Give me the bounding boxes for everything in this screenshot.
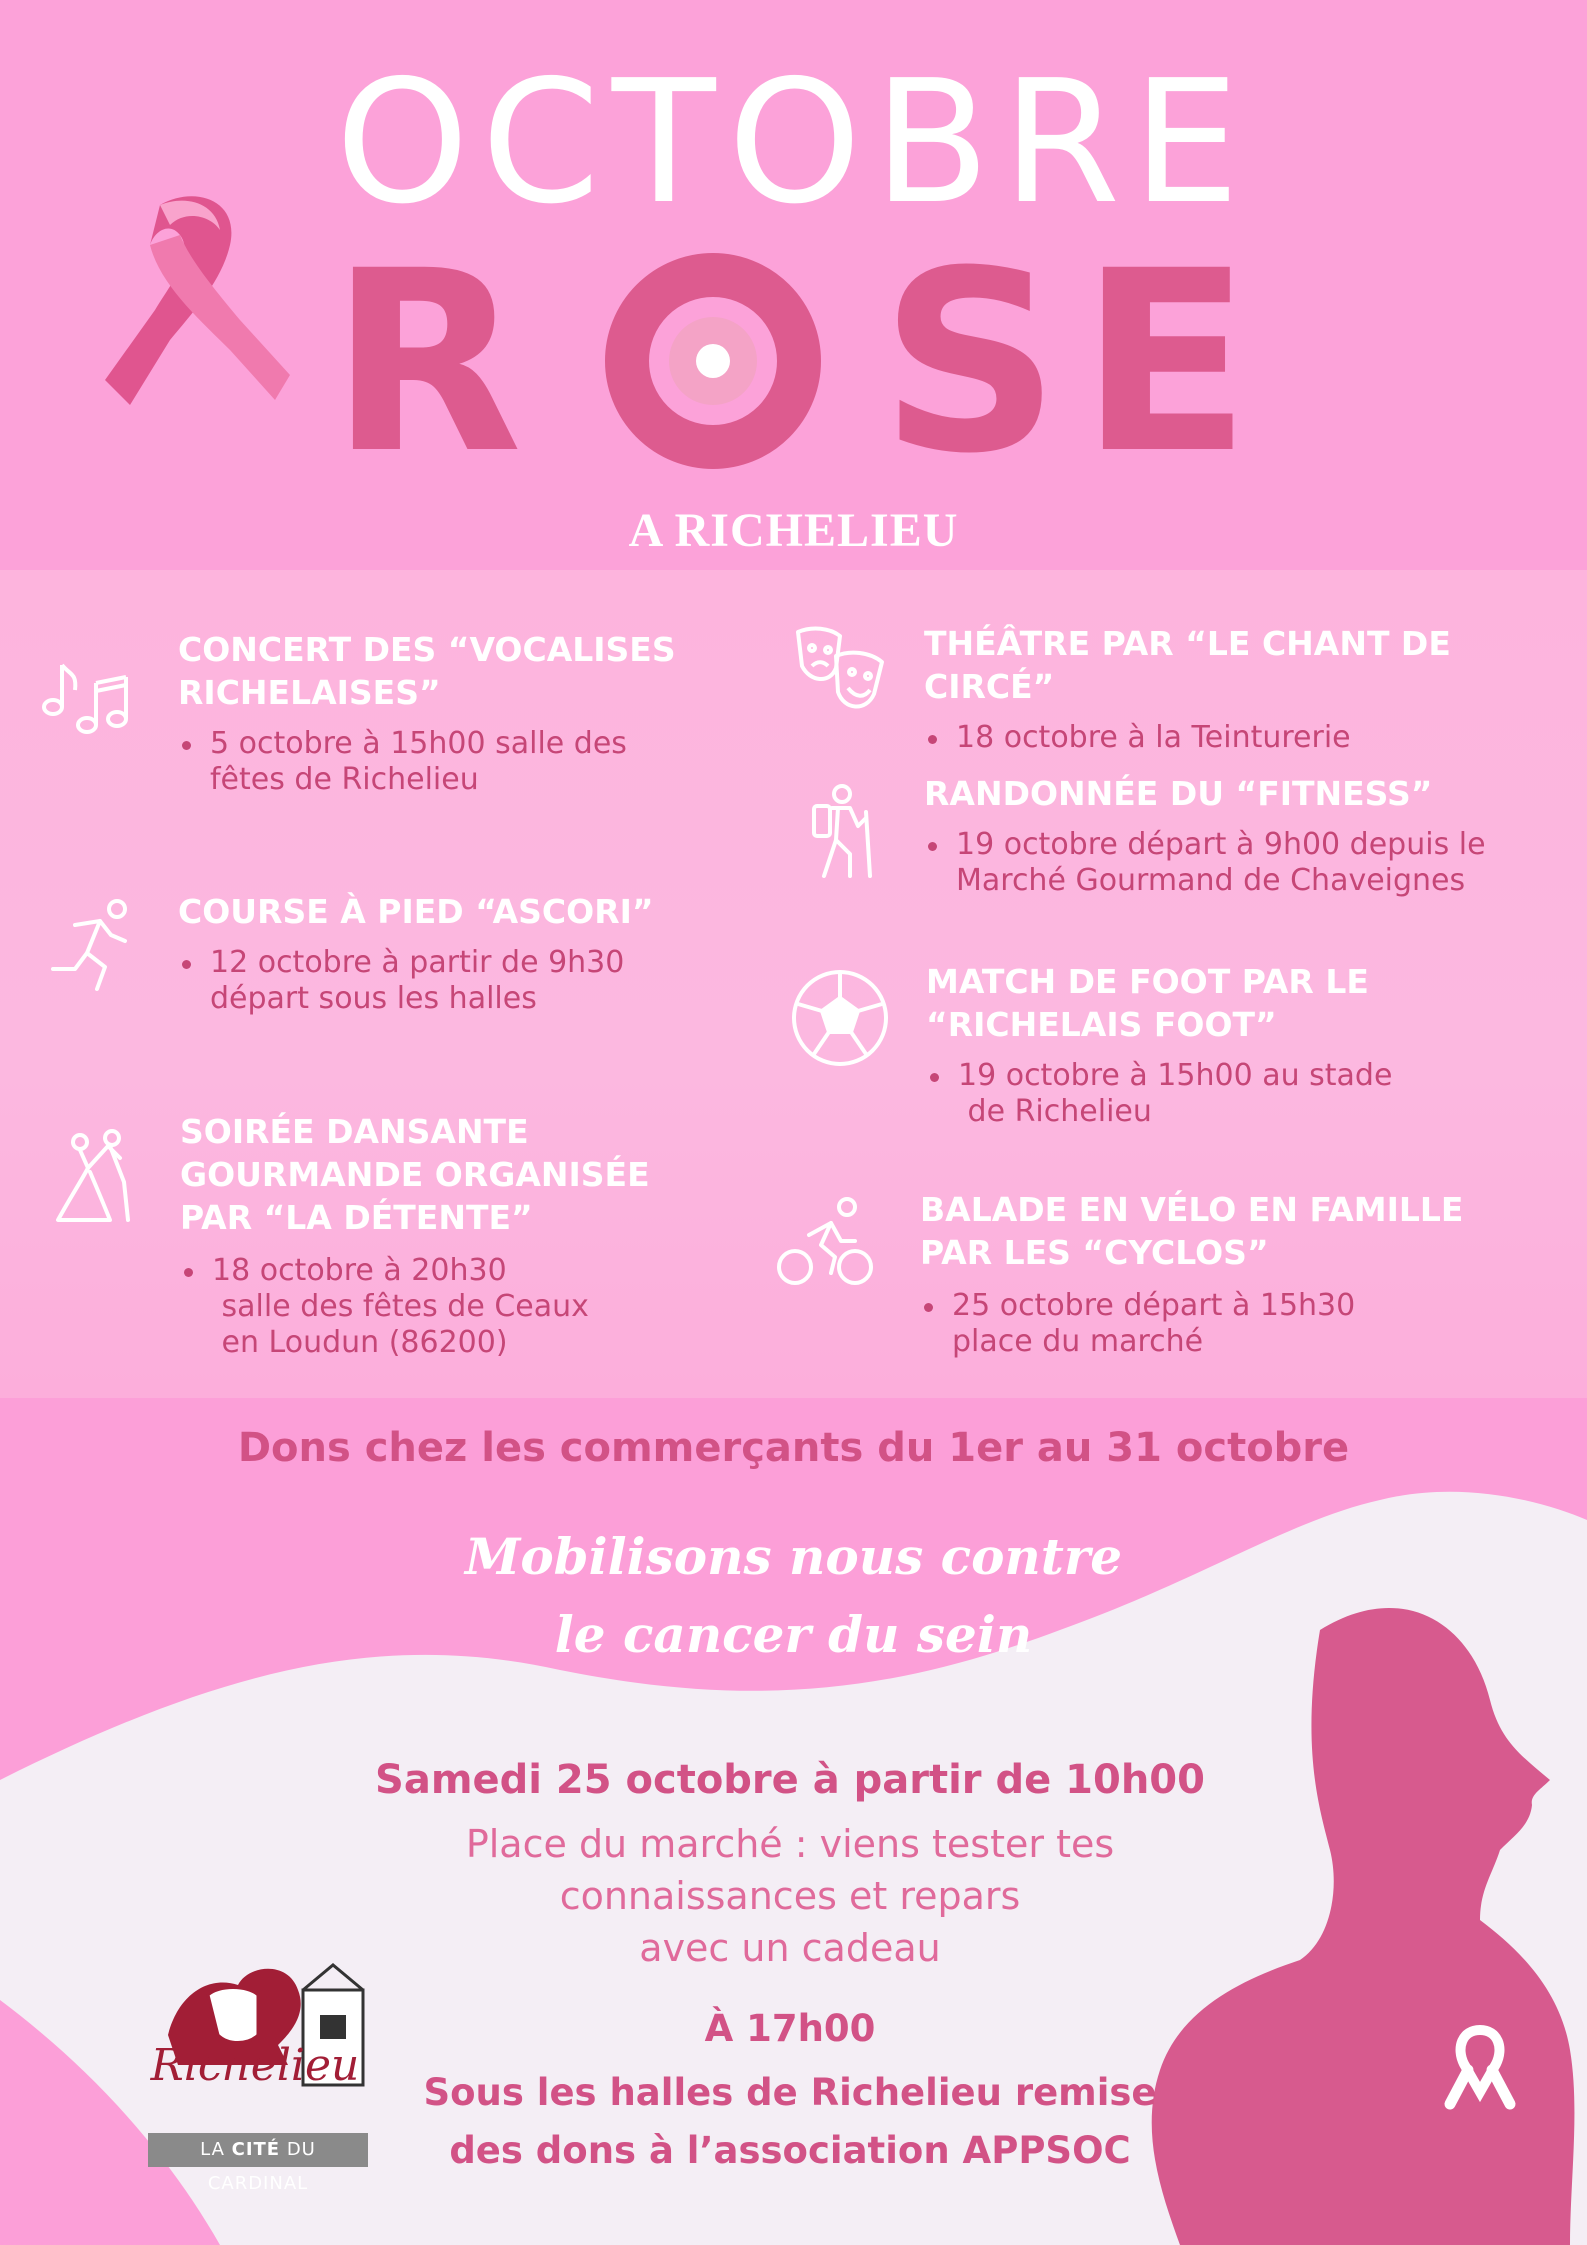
- theatre-masks-icon: [790, 622, 890, 722]
- soccer-ball-icon: [790, 968, 890, 1068]
- richelieu-logo: [138, 1935, 378, 2135]
- final-time: À 17h00: [704, 2007, 876, 2050]
- subtitle: A RICHELIEU: [628, 504, 959, 557]
- title-rose-o: [604, 252, 822, 470]
- title-rose-e: E: [1080, 217, 1251, 508]
- hiker-icon: [792, 782, 892, 882]
- event-title-line: RICHELAISES”: [178, 673, 441, 712]
- runner-icon: [45, 895, 145, 995]
- final-details: Sous les halles de Richelieu remise des dons à l’association APPSOC: [423, 2071, 1157, 2172]
- music-notes-icon: [35, 645, 135, 745]
- event-title-line: GOURMANDE ORGANISÉE: [180, 1155, 650, 1194]
- event-title-line: “RICHELAIS FOOT”: [926, 1005, 1277, 1044]
- event-title-line: RANDONNÉE DU “FITNESS”: [924, 774, 1433, 813]
- event-detail: 19 octobre départ à 9h00 depuis le Marché Gourmand de Chaveignes: [924, 827, 1564, 899]
- event-title-line: PAR LES “CYCLOS”: [920, 1233, 1269, 1272]
- event-title-line: SOIRÉE DANSANTE: [180, 1112, 529, 1151]
- event-title-line: COURSE À PIED “ASCORI”: [178, 892, 654, 931]
- slogan: Mobilisons nous contre le cancer du sein: [464, 1527, 1123, 1664]
- event-title-line: MATCH DE FOOT PAR LE: [926, 962, 1369, 1001]
- event-detail: 5 octobre à 15h00 salle des fêtes de Richelieu: [178, 726, 738, 798]
- event-title-line: CONCERT DES “VOCALISES: [178, 630, 676, 669]
- event-title-line: THÉÂTRE PAR “LE CHANT DE CIRCÉ”: [924, 624, 1451, 706]
- logo-tagline: LA CITÉ DU CARDINAL: [148, 2133, 368, 2167]
- dons-banner: Dons chez les commerçants du 1er au 31 octobre: [237, 1425, 1350, 1471]
- event-detail: 19 octobre à 15h00 au stade de Richelieu: [926, 1058, 1566, 1130]
- cyclist-icon: [775, 1195, 875, 1295]
- event-detail: 18 octobre à 20h30 salle des fêtes de Ceaux en Loudun (86200): [180, 1253, 740, 1361]
- title-rose-s: S: [880, 217, 1061, 508]
- event-detail: 25 octobre départ à 15h30 place du marché: [920, 1288, 1580, 1360]
- event-detail: 18 octobre à la Teinturerie: [924, 720, 1564, 756]
- title-octobre: OCTOBRE: [335, 44, 1252, 242]
- event-title-line: BALADE EN VÉLO EN FAMILLE: [920, 1190, 1464, 1229]
- event-title-line: PAR “LA DÉTENTE”: [180, 1198, 533, 1237]
- samedi-details: Place du marché : viens tester tes connaissances et repars avec un cadeau: [465, 1822, 1115, 1970]
- logo-name: Richelieu: [150, 2040, 360, 2091]
- title-rose-r: R: [330, 217, 523, 508]
- samedi-heading: Samedi 25 octobre à partir de 10h00: [375, 1757, 1205, 1803]
- event-detail: 12 octobre à partir de 9h30 départ sous les halles: [178, 945, 738, 1017]
- dancing-couple-icon: [50, 1128, 150, 1228]
